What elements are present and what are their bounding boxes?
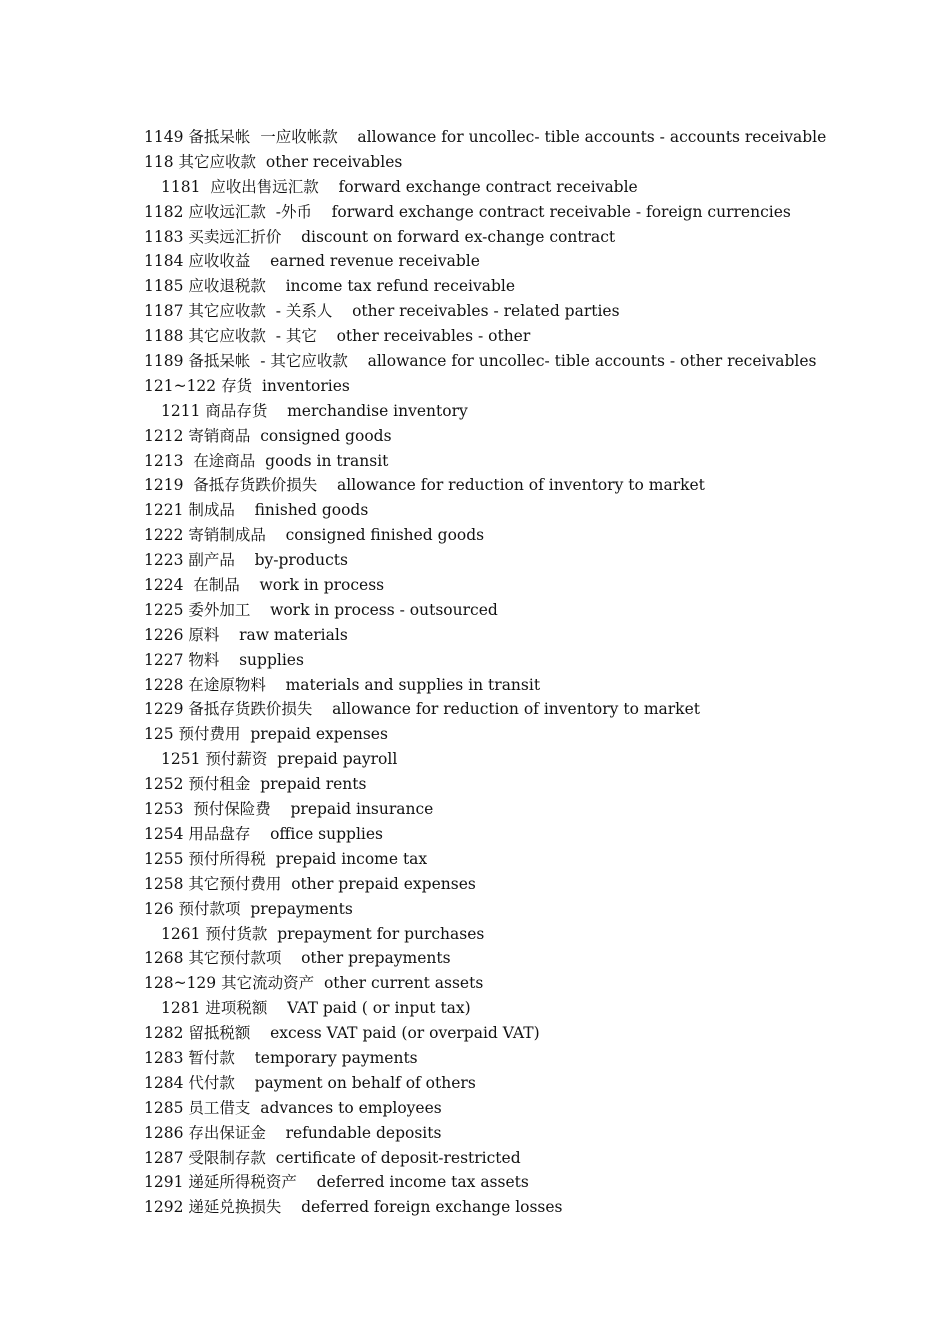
account-entry: 1181 应收出售远汇款 forward exchange contract receivable: [161, 177, 638, 196]
account-entry: 1189 备抵呆帐 - 其它应收款 allowance for uncollec- tible accounts - other receivables: [144, 352, 817, 371]
account-entry: 1287 受限制存款 certificate of deposit-restricted: [144, 1148, 521, 1167]
account-entry: 121~122 存货 inventories: [144, 376, 350, 395]
account-entry: 1268 其它预付款项 other prepayments: [144, 949, 451, 968]
account-entry: 1282 留抵税额 excess VAT paid (or overpaid VAT): [144, 1024, 540, 1043]
account-entry: 1213 在途商品 goods in transit: [144, 451, 389, 470]
account-entry: 1224 在制品 work in process: [144, 576, 385, 595]
account-entry: 1188 其它应收款 - 其它 other receivables - other: [144, 327, 531, 346]
account-entry: 1183 买卖远汇折价 discount on forward ex-change contract: [144, 227, 616, 246]
account-entry: 1258 其它预付费用 other prepaid expenses: [144, 874, 476, 893]
account-entry: 1187 其它应收款 - 关系人 other receivables - related parties: [144, 302, 620, 321]
account-entry: 1281 进项税额 VAT paid ( or input tax): [161, 999, 471, 1018]
account-entry: 1223 副产品 by-products: [144, 551, 348, 570]
account-entry: 1227 物料 supplies: [144, 650, 304, 669]
account-entry: 1149 备抵呆帐 一应收帐款 allowance for uncollec- tible accounts - accounts receivable: [144, 128, 827, 146]
account-entry: 1212 寄销商品 consigned goods: [144, 426, 392, 445]
account-entry: 128~129 其它流动资产 other current assets: [144, 974, 484, 993]
account-entry: 1228 在途原物料 materials and supplies in transit: [144, 675, 541, 694]
account-entry: 1182 应收远汇款 -外币 forward exchange contract receivable - foreign currencies: [144, 202, 791, 221]
account-entry: 1221 制成品 finished goods: [144, 501, 369, 520]
account-entry: 1184 应收收益 earned revenue receivable: [144, 252, 480, 271]
account-entry: 126 预付款项 prepayments: [144, 899, 353, 918]
account-entry: 118 其它应收款 other receivables: [144, 152, 403, 171]
account-entry: 1284 代付款 payment on behalf of others: [144, 1073, 476, 1092]
account-entry: 1253 预付保险费 prepaid insurance: [144, 800, 434, 819]
account-entry: 1292 递延兑换损失 deferred foreign exchange losses: [144, 1198, 563, 1217]
account-entry: 1252 预付租金 prepaid rents: [144, 775, 367, 794]
account-entry: 1219 备抵存货跌价损失 allowance for reduction of inventory to market: [144, 476, 705, 495]
account-entry: 1254 用品盘存 office supplies: [144, 824, 383, 843]
account-entry: 1251 预付薪资 prepaid payroll: [161, 750, 398, 769]
account-entry: 1185 应收退税款 income tax refund receivable: [144, 277, 516, 296]
account-entry: 1261 预付货款 prepayment for purchases: [161, 924, 485, 943]
account-entry: 1255 预付所得税 prepaid income tax: [144, 849, 428, 868]
account-entry: 1222 寄销制成品 consigned finished goods: [144, 526, 485, 545]
account-entry: 1285 员工借支 advances to employees: [144, 1098, 442, 1117]
account-list: [144, 125, 904, 1220]
account-entry: 1229 备抵存货跌价损失 allowance for reduction of inventory to market: [144, 700, 700, 719]
account-entry: 1225 委外加工 work in process - outsourced: [144, 600, 498, 619]
account-entry: 125 预付费用 prepaid expenses: [144, 725, 388, 744]
account-entry: 1211 商品存货 merchandise inventory: [161, 401, 468, 420]
account-entry: 1286 存出保证金 refundable deposits: [144, 1123, 442, 1142]
account-entry: 1291 递延所得税资产 deferred income tax assets: [144, 1173, 529, 1192]
account-entry: 1283 暂付款 temporary payments: [144, 1048, 418, 1067]
account-entry: 1226 原料 raw materials: [144, 625, 348, 644]
